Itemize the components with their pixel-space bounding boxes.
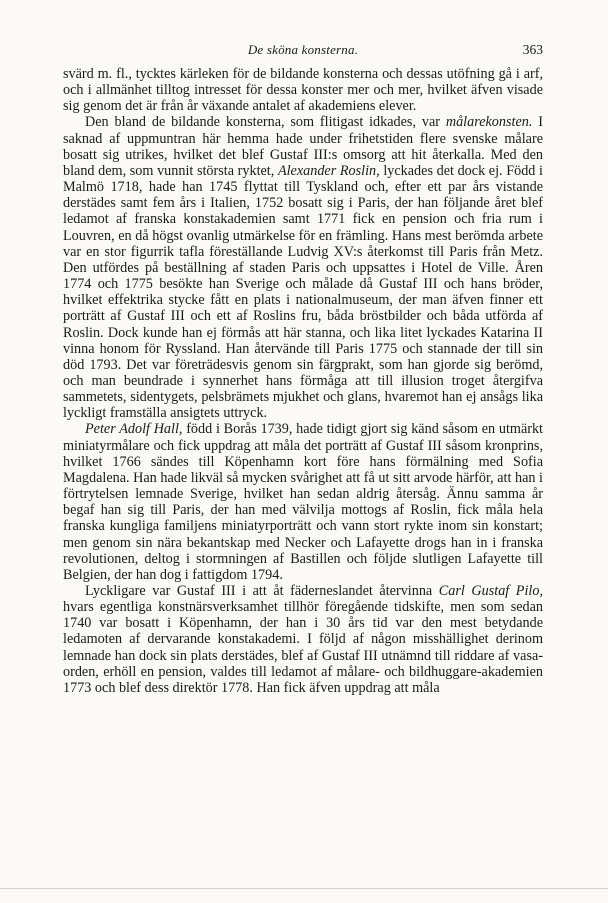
italic-name: målarekonsten. [445, 114, 533, 131]
body-text [63, 66, 543, 696]
text-run: Den bland de bildande konsterna, som flitigast idkades, var [85, 114, 446, 131]
text-run: svärd m. fl., tycktes kärleken för de bildande konsterna och dessas utöfning gå i arf, och i allmänhet tilltog intresset för dessa konster mer och mer, hvilket äfven visade sig genom det är från år växande antalet af akademiens elever. [63, 66, 543, 115]
page-number: 363 [522, 42, 543, 57]
text-run: lyckades det dock ej. Född i Malmö 1718, hade han 1745 flyttat till Tyskland och, efter ett par års vistande derstädes samt fem års i Italien, 1752 bosatt sig i Paris, der han följande året blef ledamot af franska konstakademien samt 1771 fick en pension och fria rum i Louvren, en då högst ovanlig utmärkelse för en främling. Hans mest berömda arbete var en stor figurrik tafla föreställande Ludvig XV:s återkomst till Paris från Metz. Den utfördes på beställning af staden Paris och uppsattes i Hotel de Ville. Åren 1774 och 1775 besökte han Sverige och målade då Gustaf III och hans bröder, hvilket effektrika stycke fått en plats i nationalmuseum, der man äfven finner ett porträtt af Gustaf III och ett af Roslins fru, båda bröstbilder och båda utförda af Roslin. Dock kunde han ej förmås att här stanna, och lika litet lyckades Katarina II vinna honom för Ryssland. Han återvände till Paris 1775 och stannade der till sin död 1793. Det var företrädesvis genom sin färgprakt, som han gjorde sig berömd, och man beundrade i synnerhet hans förmåga att till illusion troget återgifva sammetets, sidentygets, pelsbrämets mjukhet och glans, hvaremot han ej ansågs lika lyckligt framställa ansigtets uttryck. [63, 162, 543, 422]
paragraph [63, 114, 543, 421]
text-run: född i Borås 1739, hade tidigt gjort sig känd såsom en utmärkt miniatyrmålare och fick uppdrag att måla det porträtt af Gustaf III såsom kronprins, hvilket 1766 sändes till Köpenhamn kort före hans förmälning med Sofia Magdalena. Han hade likväl så mycken svårighet att få ut sitt arvode härför, att han i förtrytelsen lemnade Sverige, hvilket han sedan aldrig återsåg. Ännu samma år begaf han sig till Paris, der han med välvilja mottogs af Roslin, fick måla hela franska kungliga familjens miniatyrporträtt och vann stort rykte inom sin konstart; men genom sin nära bekantskap med Necker och Lafayette drogs han in i franska revolutionen, deltog i stormningen af Bastillen och följde slutligen Lafayette till Belgien, der han dog i fattigdom 1794. [63, 421, 543, 583]
italic-name: Carl Gustaf Pilo, [438, 583, 543, 599]
page-edge-line [0, 888, 608, 889]
book-page [63, 42, 543, 696]
running-title: De sköna konsterna. [247, 42, 359, 57]
italic-name: Peter Adolf Hall, [85, 421, 183, 438]
paragraph [63, 421, 543, 583]
text-run: hvars egentliga konstnärsverksamhet tillhör föregående tidskifte, men som sedan 1740 var bosatt i Köpenhamn, der han i 30 års tid var den mest betydande ledamoten af dervarande konstakademi. I följd af någon misshällighet derinom lemnade han dock sin plats derstädes, blef af Gustaf III utnämnd till riddare af vasa-orden, erhöll en pension, valdes till ledamot af målare- och bildhuggare-akademien 1773 och blef dess direktör 1778. Han fick äfven uppdrag att måla [63, 599, 543, 696]
paragraph [63, 583, 543, 696]
paragraph [63, 66, 543, 114]
text-run: I saknad af uppmuntran här hemma hade under frihetstiden flere svenske målare bosatt sig utrikes, hvilket det blef Gustaf III:s omsorg att hit återkalla. Med den bland dem, som vunnit största ryktet, [63, 114, 543, 179]
page-header [63, 42, 543, 66]
text-run: Lyckligare var Gustaf III i att åt fäderneslandet återvinna [85, 583, 439, 599]
italic-name: Alexander Roslin, [277, 162, 380, 179]
